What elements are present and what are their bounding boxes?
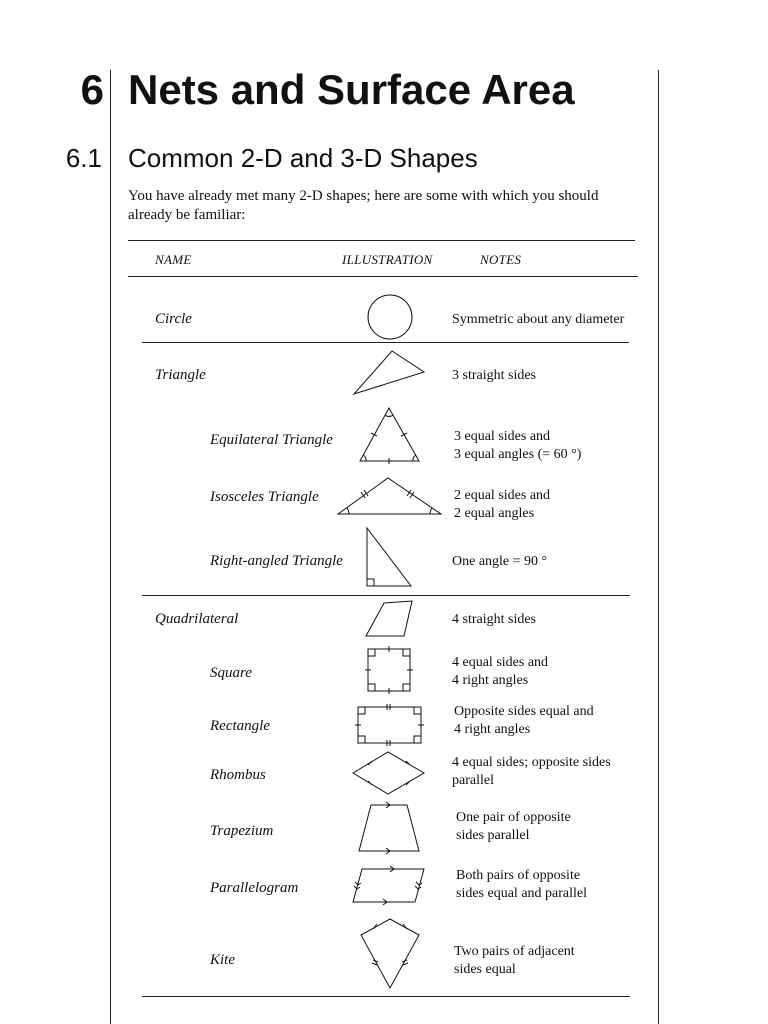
shape-notes: 3 straight sides	[452, 368, 536, 383]
shape-notes: Opposite sides equal and 4 right angles	[454, 704, 594, 737]
table-bottom-rule	[142, 996, 630, 997]
shape-name: Circle	[155, 311, 192, 327]
circle-icon	[360, 290, 420, 346]
margin-rule-left	[110, 70, 111, 1024]
square-icon	[364, 645, 416, 697]
shape-notes: 4 straight sides	[452, 612, 536, 627]
rectangle-icon	[354, 703, 426, 747]
trapezium-icon	[355, 801, 425, 855]
section-title: Common 2-D and 3-D Shapes	[128, 143, 478, 173]
shape-notes: Symmetric about any diameter	[452, 312, 625, 327]
shape-name: Kite	[210, 952, 235, 968]
table-top-rule	[128, 240, 635, 241]
section-number: 6.1	[65, 143, 102, 173]
shape-name: Rhombus	[210, 767, 266, 783]
column-header-name: NAME	[155, 252, 192, 267]
shape-name: Triangle	[155, 367, 206, 383]
isosceles-triangle-icon	[335, 474, 445, 518]
shape-notes: 3 equal sides and 3 equal angles (= 60 °)	[454, 429, 582, 462]
chapter-number: 6	[80, 66, 104, 113]
shape-name: Parallelogram	[210, 880, 299, 896]
margin-rule-right	[658, 70, 659, 1024]
column-header-notes: NOTES	[480, 252, 522, 267]
shape-notes: 4 equal sides and 4 right angles	[452, 655, 549, 688]
row-divider	[142, 595, 630, 596]
shape-name: Right-angled Triangle	[210, 553, 343, 569]
shape-name: Quadrilateral	[155, 611, 239, 627]
kite-icon	[356, 916, 424, 992]
shape-notes: One angle = 90 °	[452, 554, 548, 569]
intro-line: You have already met many 2-D shapes; here are some with which you should	[128, 188, 599, 204]
rhombus-icon	[350, 750, 430, 796]
column-header-illustration: ILLUSTRATION	[342, 252, 433, 267]
intro-line: already be familiar:	[128, 207, 246, 223]
shape-name: Square	[210, 665, 252, 681]
intro-paragraph	[128, 187, 628, 225]
shape-notes: One pair of opposite sides parallel	[456, 810, 571, 843]
shape-notes: 4 equal sides; opposite sides parallel	[452, 755, 611, 788]
shape-name: Equilateral Triangle	[210, 432, 333, 448]
parallelogram-icon	[352, 866, 428, 906]
shape-name: Isosceles Triangle	[210, 489, 319, 505]
shape-notes: Two pairs of adjacent sides equal	[454, 944, 575, 977]
shape-name: Trapezium	[210, 823, 274, 839]
triangle-icon	[350, 348, 430, 398]
shape-notes: Both pairs of opposite sides equal and parallel	[456, 868, 588, 901]
right-angled-triangle-icon	[362, 524, 418, 590]
shape-name: Rectangle	[210, 718, 270, 734]
table-header-rule	[128, 276, 638, 277]
chapter-title: Nets and Surface Area	[128, 66, 575, 113]
quadrilateral-icon	[362, 598, 418, 640]
equilateral-triangle-icon	[355, 404, 425, 466]
shape-notes: 2 equal sides and 2 equal angles	[454, 488, 551, 521]
